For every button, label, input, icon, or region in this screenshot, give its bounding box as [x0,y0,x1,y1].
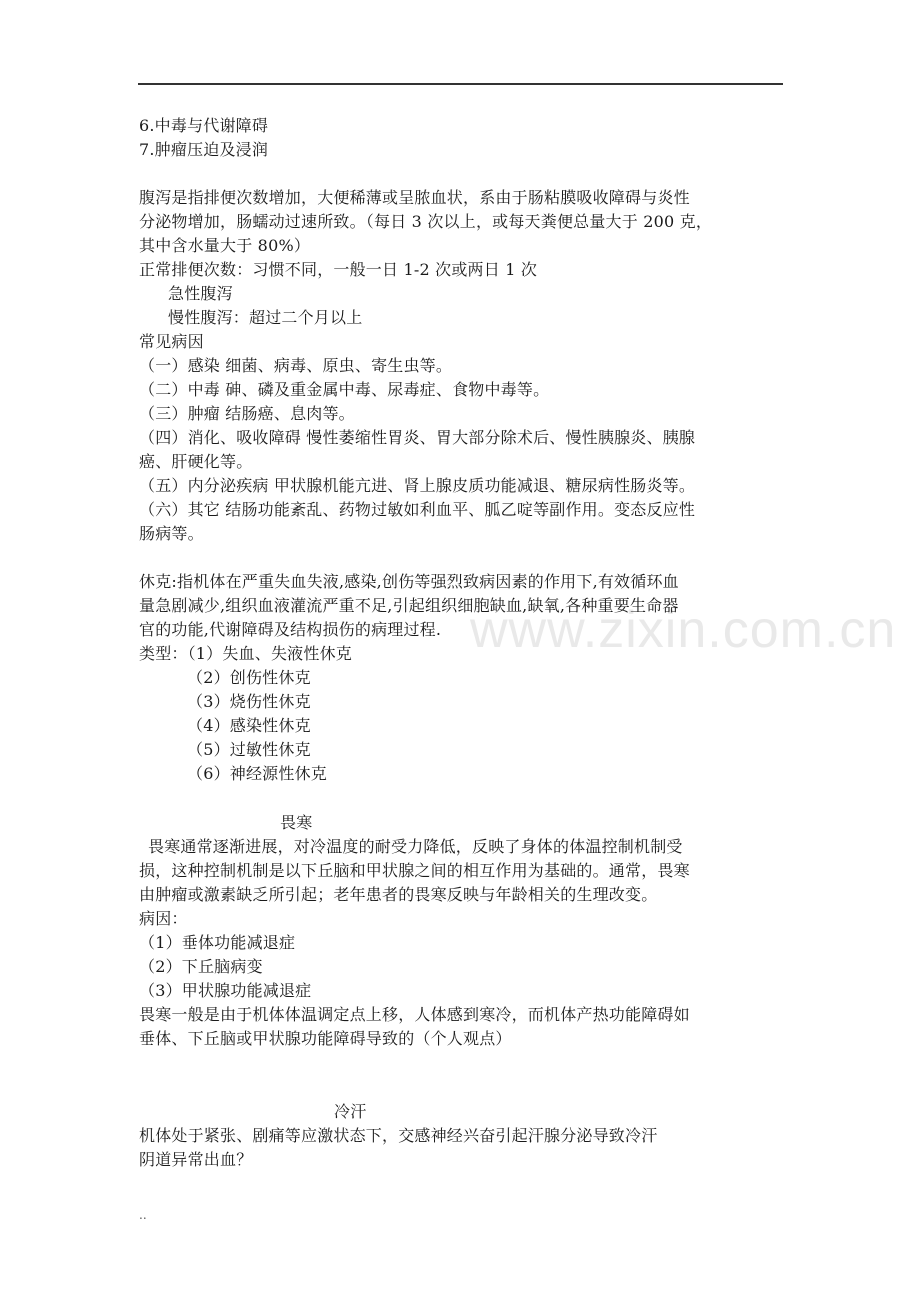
footer-marker: .. [139,1208,147,1222]
chills-cause-item: （3）甲状腺功能减退症 [139,981,312,1000]
cause-item: 癌、肝硬化等。 [139,452,253,471]
shock-definition-line: 休克:指机体在严重失血失液,感染,创伤等强烈致病因素的作用下,有效循环血 [139,572,679,591]
causes-label: 病因： [139,909,188,928]
shock-definition-line: 量急剧减少,组织血液灌流严重不足,引起组织细胞缺血,缺氧,各种重要生命器 [139,596,679,615]
normal-frequency-line: 正常排便次数：习惯不同，一般一日 1-2 次或两日 1 次 [139,260,538,279]
cause-item: （五）内分泌疾病 甲状腺机能亢进、肾上腺皮质功能减退、糖尿病性肠炎等。 [139,476,696,495]
list-item: 7.肿瘤压迫及浸润 [139,140,269,159]
cause-item: （三）肿瘤 结肠癌、息肉等。 [139,404,355,423]
list-item: 6.中毒与代谢障碍 [139,116,269,135]
cause-item: （一）感染 细菌、病毒、原虫、寄生虫等。 [139,356,453,375]
shock-type-item: （3）烧伤性休克 [187,692,311,711]
section-heading: 常见病因 [139,332,204,351]
watermark-text: www.zixin.com.cn [470,601,897,659]
chills-paragraph-line: 损，这种控制机制是以下丘脑和甲状腺之间的相互作用为基础的。通常，畏寒 [139,861,690,880]
diarrhea-definition-line: 腹泻是指排便次数增加，大便稀薄或呈脓血状，系由于肠粘膜吸收障碍与炎性 [139,188,690,207]
chills-summary-line: 垂体、下丘脑或甲状腺功能障碍导致的（个人观点） [139,1029,512,1048]
cause-item: （六）其它 结肠功能紊乱、药物过敏如利血平、胍乙啶等副作用。变态反应性 [139,500,696,519]
header-rule [138,83,783,85]
diarrhea-definition-line: 分泌物增加，肠蠕动过速所致。（每日 3 次以上，或每天粪便总量大于 200 克， [139,212,713,231]
shock-type-item: （4）感染性休克 [187,716,311,735]
chronic-diarrhea-line: 慢性腹泻：超过二个月以上 [168,308,363,327]
cause-item: 肠病等。 [139,524,204,543]
shock-type-item: （2）创伤性休克 [187,668,311,687]
chills-cause-item: （2）下丘脑病变 [139,957,263,976]
chills-paragraph-line: 畏寒通常逐渐进展，对冷温度的耐受力降低，反映了身体的体温控制机制受 [148,837,683,856]
diarrhea-definition-line: 其中含水量大于 80%） [139,236,311,255]
chills-heading: 畏寒 [280,813,313,832]
chills-summary-line: 畏寒一般是由于机体体温调定点上移，人体感到寒冷，而机体产热功能障碍如 [139,1005,690,1024]
chills-cause-item: （1）垂体功能减退症 [139,933,296,952]
acute-diarrhea-line: 急性腹泻 [168,284,233,303]
shock-type-item: 类型：（1）失血、失液性休克 [139,644,352,663]
cold-sweat-line: 机体处于紧张、剧痛等应激状态下，交感神经兴奋引起汗腺分泌导致冷汗 [139,1126,658,1145]
chills-paragraph-line: 由肿瘤或激素缺乏所引起；老年患者的畏寒反映与年龄相关的生理改变。 [139,885,658,904]
cold-sweat-heading: 冷汗 [334,1102,367,1121]
shock-definition-line: 官的功能,代谢障碍及结构损伤的病理过程. [139,620,442,639]
shock-type-item: （6）神经源性休克 [187,764,327,783]
cause-item: （四）消化、吸收障碍 慢性萎缩性胃炎、胃大部分除术后、慢性胰腺炎、胰腺 [139,428,696,447]
vaginal-bleeding-line: 阴道异常出血？ [139,1150,253,1169]
shock-type-item: （5）过敏性休克 [187,740,311,759]
cause-item: （二）中毒 砷、磷及重金属中毒、尿毒症、食物中毒等。 [139,380,550,399]
